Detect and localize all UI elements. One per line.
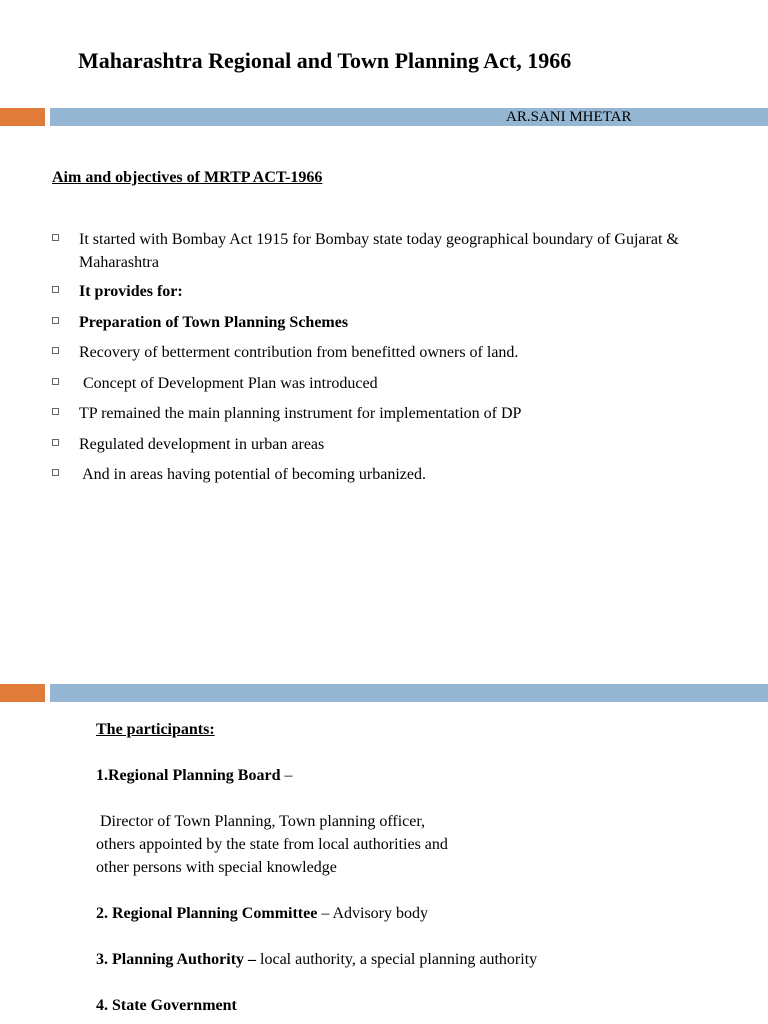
participant-title: 2. Regional Planning Committee (96, 905, 318, 922)
list-item-text: It provides for: (79, 283, 183, 300)
list-item (52, 433, 752, 456)
author-name: AR.SANI MHETAR (506, 109, 632, 125)
list-item-text: Preparation of Town Planning Schemes (79, 313, 349, 331)
page-title: Maharashtra Regional and Town Planning Act, 1966 (78, 48, 572, 73)
section-heading-participants: The participants: (96, 721, 215, 738)
list-item-text: TP remained the main planning instrument for implementation of DP (79, 405, 522, 422)
board-members-line: Director of Town Planning, Town planning officer, (96, 813, 426, 830)
square-bullet-icon (52, 408, 59, 415)
participant-title: 1.Regional Planning Board (96, 767, 281, 784)
participant-regional-planning-committee (96, 902, 428, 925)
list-item-text: Regulated development in urban areas (79, 435, 325, 453)
participant-state-government (96, 994, 237, 1017)
accent-bar-orange (0, 108, 45, 126)
list-item (52, 372, 752, 395)
objectives-list (52, 228, 752, 494)
list-item-text: Concept of Development Plan was introduced (79, 374, 378, 392)
list-item-text: Recovery of betterment contribution from benefitted owners of land. (79, 344, 519, 361)
participant-planning-authority (96, 948, 537, 971)
list-item (52, 280, 752, 303)
accent-bar-blue (50, 684, 768, 702)
square-bullet-icon (52, 347, 59, 354)
participant-desc: – (280, 767, 293, 784)
participant-regional-planning-board (96, 764, 292, 787)
square-bullet-icon (52, 286, 59, 293)
square-bullet-icon (52, 378, 59, 385)
board-members-line: other persons with special knowledge (96, 859, 337, 876)
square-bullet-icon (52, 469, 59, 476)
participant-title: 3. Planning Authority – (96, 951, 257, 968)
square-bullet-icon (52, 439, 59, 446)
participant-desc: – Advisory body (317, 905, 428, 922)
participant-title: 4. State Government (96, 997, 237, 1014)
participant-desc: local authority, a special planning authority (256, 951, 538, 968)
list-item (52, 463, 752, 486)
list-item (52, 228, 752, 274)
list-item (52, 402, 752, 425)
board-members-line: others appointed by the state from local authorities and (96, 836, 448, 853)
accent-bar-orange (0, 684, 45, 702)
list-item (52, 341, 752, 364)
list-item-text: And in areas having potential of becoming urbanized. (79, 466, 427, 483)
list-item (52, 311, 752, 334)
accent-bar-blue (50, 108, 768, 126)
square-bullet-icon (52, 317, 59, 324)
square-bullet-icon (52, 234, 59, 241)
section-heading-aims: Aim and objectives of MRTP ACT-1966 (52, 169, 323, 186)
list-item-text: It started with Bombay Act 1915 for Bombay state today geographical boundary of Gujarat & Maharashtra (79, 231, 679, 271)
